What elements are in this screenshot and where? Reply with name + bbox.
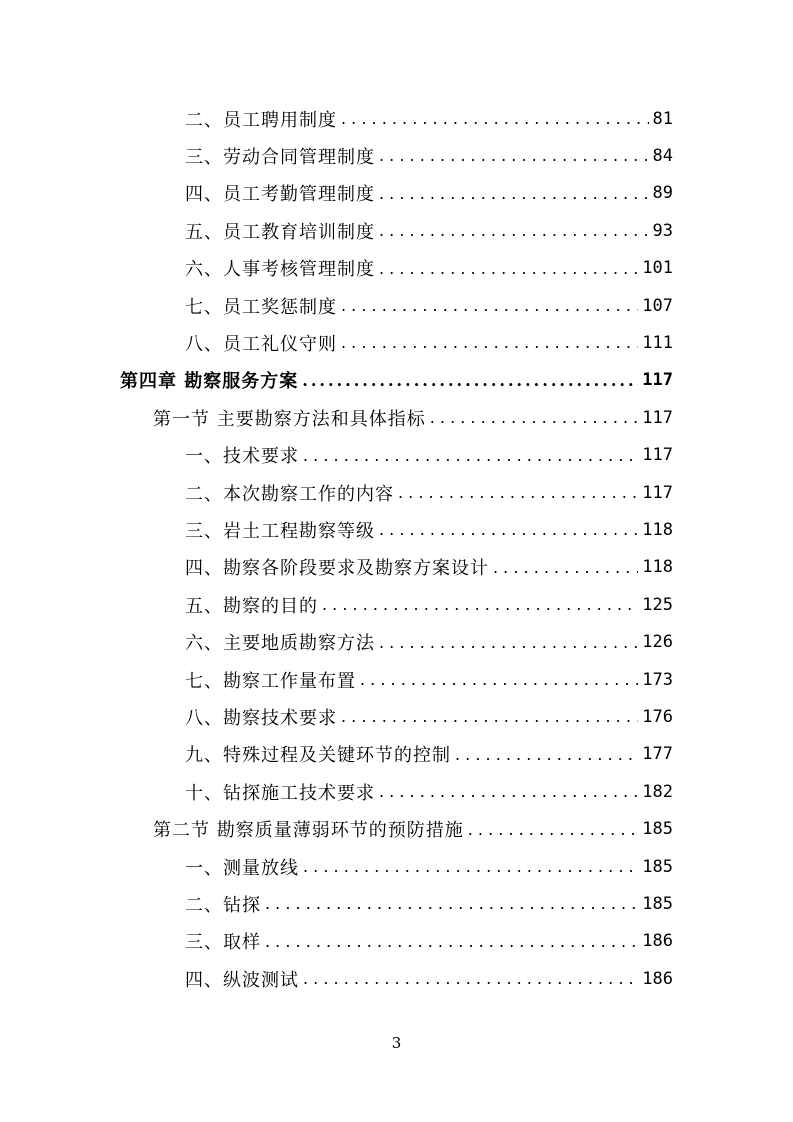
toc-entry[interactable] [153,811,673,848]
toc-entry[interactable] [185,175,673,212]
toc-entry[interactable] [185,250,673,287]
toc-dot-leader [398,483,638,502]
toc-entry-page: 126 [642,632,673,653]
toc-entry-title: 三、劳动合同管理制度 [185,146,375,168]
toc-entry-title: 五、勘察的目的 [185,595,318,617]
toc-entry-page: 84 [652,145,673,166]
toc-entry-page: 93 [652,220,673,241]
toc-entry-title: 六、主要地质勘察方法 [185,633,375,655]
toc-entry[interactable] [185,437,673,474]
toc-entry[interactable] [153,399,673,436]
toc-dot-leader [265,894,638,913]
toc-entry[interactable] [185,137,673,174]
toc-entry-page: 101 [642,258,673,279]
toc-entry-page: 118 [642,519,673,540]
toc-dot-leader [341,333,638,352]
toc-entry[interactable] [185,100,673,137]
toc-entry-title: 二、钻探 [185,894,261,916]
toc-entry[interactable] [185,474,673,511]
toc-entry-page: 125 [642,594,673,615]
toc-dot-leader [379,633,638,652]
toc-entry-page: 185 [642,893,673,914]
toc-entry[interactable] [185,511,673,548]
toc-entry[interactable] [185,923,673,960]
toc-dot-leader [341,296,638,315]
toc-entry[interactable] [185,698,673,735]
toc-dot-leader [265,932,638,951]
toc-entry[interactable] [185,586,673,623]
toc-dot-leader [302,371,638,390]
toc-entry-title: 八、勘察技术要求 [185,707,337,729]
toc-dot-leader [303,446,638,465]
toc-entry[interactable] [185,212,673,249]
toc-entry-page: 117 [642,407,673,428]
toc-entry-title: 第一节 主要勘察方法和具体指标 [153,408,426,430]
toc-dot-leader [379,520,638,539]
toc-dot-leader [455,745,638,764]
toc-entry-title: 四、员工考勤管理制度 [185,184,375,206]
toc-entry-title: 七、员工奖惩制度 [185,296,337,318]
toc-entry-title: 八、员工礼仪守则 [185,333,337,355]
toc-entry-page: 185 [642,819,673,840]
toc-entry-title: 十、钻探施工技术要求 [185,782,375,804]
toc-entry-title: 第四章 勘察服务方案 [120,371,299,393]
toc-entry-page: 177 [642,744,673,765]
toc-entry[interactable] [185,736,673,773]
toc-entry-title: 七、勘察工作量布置 [185,670,356,692]
toc-dot-leader [379,184,649,203]
toc-entry[interactable] [185,624,673,661]
toc-entry[interactable] [120,362,673,399]
toc-dot-leader [360,670,638,689]
toc-entry[interactable] [185,885,673,922]
toc-entry-title: 第二节 勘察质量薄弱环节的预防措施 [153,820,464,842]
toc-entry-title: 九、特殊过程及关键环节的控制 [185,745,451,767]
toc-entry-page: 176 [642,706,673,727]
toc-dot-leader [379,146,649,165]
toc-entry-page: 117 [642,445,673,466]
toc-entry-page: 111 [642,332,673,353]
toc-entry[interactable] [185,773,673,810]
toc-dot-leader [379,782,638,801]
toc-dot-leader [379,221,649,240]
toc-dot-leader [379,259,638,278]
toc-entry-title: 四、勘察各阶段要求及勘察方案设计 [185,558,489,580]
toc-entry[interactable] [185,848,673,885]
toc-entry-title: 三、岩土工程勘察等级 [185,520,375,542]
toc-entry[interactable] [185,549,673,586]
toc-entry-title: 四、纵波测试 [185,969,299,991]
toc-dot-leader [303,969,638,988]
toc-entry-title: 六、人事考核管理制度 [185,259,375,281]
toc-entry-page: 182 [642,781,673,802]
toc-entry-title: 一、技术要求 [185,446,299,468]
toc-entry[interactable] [185,324,673,361]
toc-entry-page: 89 [652,183,673,204]
toc-entry-page: 186 [642,931,673,952]
page-number: 3 [391,1034,402,1052]
toc-dot-leader [341,707,638,726]
toc-entry-title: 二、本次勘察工作的内容 [185,483,394,505]
toc-dot-leader [468,820,639,839]
toc-dot-leader [322,595,638,614]
toc-entry-page: 185 [642,856,673,877]
toc-entry[interactable] [185,287,673,324]
toc-dot-leader [430,408,639,427]
toc-entry[interactable] [185,960,673,997]
toc-entry-page: 173 [642,669,673,690]
toc-entry-page: 118 [642,557,673,578]
toc-entry[interactable] [185,661,673,698]
toc-entry-title: 三、取样 [185,932,261,954]
toc-entry-page: 117 [642,482,673,503]
toc-entry-page: 117 [642,370,673,391]
toc-entry-page: 81 [652,108,673,129]
toc-dot-leader [493,558,638,577]
toc-dot-leader [303,857,638,876]
toc-dot-leader [341,109,649,128]
toc-entry-title: 二、员工聘用制度 [185,109,337,131]
toc-entry-title: 一、测量放线 [185,857,299,879]
toc-entry-page: 186 [642,968,673,989]
toc-entry-page: 107 [642,295,673,316]
toc-entry-title: 五、员工教育培训制度 [185,221,375,243]
